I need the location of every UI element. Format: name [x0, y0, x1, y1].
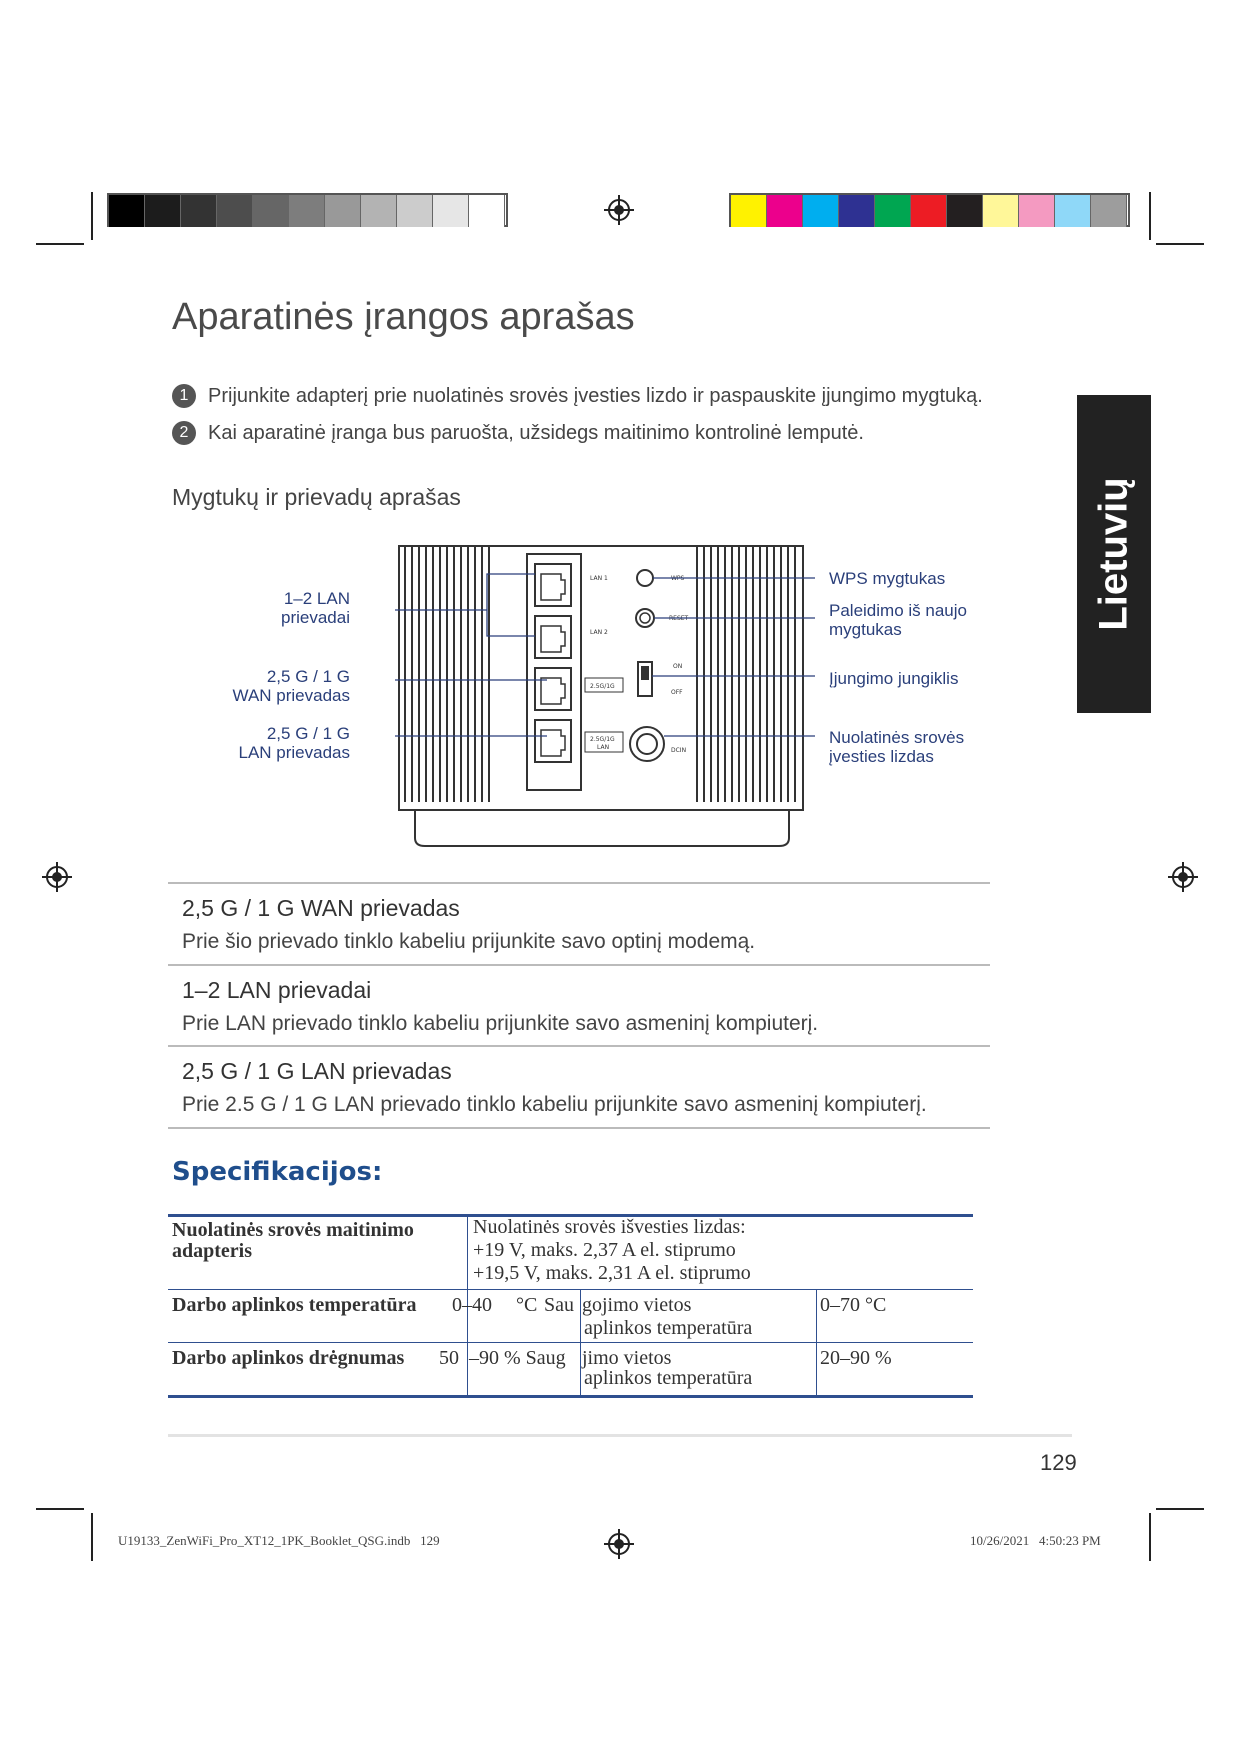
wps-button-icon	[637, 570, 653, 586]
footer-timestamp: 10/26/2021 4:50:23 PM	[970, 1533, 1101, 1548]
spec-value: –90 % Saug	[469, 1347, 566, 1369]
language-tab-label: Lietuvių	[1091, 477, 1136, 631]
color-swatch	[839, 195, 875, 227]
registration-mark-icon	[1168, 862, 1198, 892]
footer-filename: U19133_ZenWiFi_Pro_XT12_1PK_Booklet_QSG.indb 129	[118, 1533, 440, 1548]
spec-storage-label: aplinkos temperatūra	[584, 1367, 753, 1389]
description-heading: 2,5 G / 1 G WAN prievadas	[182, 895, 460, 921]
description-wan	[168, 882, 990, 964]
spec-storage-label: Sau	[544, 1294, 574, 1316]
spec-value: 50	[439, 1347, 459, 1369]
lan-tag-sub: LAN	[597, 744, 610, 751]
spec-storage-value: 0–70 °C	[820, 1294, 887, 1316]
crop-mark	[91, 1513, 93, 1561]
section-heading: Mygtukų ir prievadų aprašas	[172, 484, 461, 510]
spec-storage-label: aplinkos temperatūra	[584, 1317, 753, 1339]
device-label-lan1: LAN 1	[590, 575, 608, 582]
label-line: Nuolatinės srovės	[829, 728, 965, 747]
label-line: prievadai	[281, 608, 350, 627]
crop-mark	[36, 243, 84, 245]
spec-unit: °C	[516, 1294, 538, 1316]
label-line: WPS mygtukas	[829, 569, 946, 588]
description-heading: 2,5 G / 1 G LAN prievadas	[182, 1058, 452, 1084]
color-swatch	[433, 195, 469, 227]
label-power-switch	[829, 669, 958, 688]
device-label-dcin: DCIN	[671, 747, 687, 754]
crop-mark	[36, 1508, 84, 1510]
color-swatch	[911, 195, 947, 227]
spec-value	[473, 1216, 751, 1285]
registration-mark-icon	[604, 1529, 634, 1559]
grayscale-bar	[107, 193, 508, 227]
color-swatch	[803, 195, 839, 227]
label-line: Įjungimo jungiklis	[829, 669, 959, 688]
crop-mark	[1156, 1508, 1204, 1510]
spec-value-line: +19 V, maks. 2,37 A el. stiprumo	[473, 1239, 736, 1261]
description-text: Prie šio prievado tinklo kabeliu prijunkite savo optinį modemą.	[182, 930, 756, 953]
color-swatch	[361, 195, 397, 227]
description-text: Prie LAN prievado tinklo kabeliu prijunkite savo asmeninį kompiuterį.	[182, 1012, 819, 1035]
step-number: 2	[172, 421, 196, 445]
wan-tag: 2.5G/1G	[590, 683, 615, 690]
color-swatch	[217, 195, 253, 227]
color-swatch	[253, 195, 289, 227]
device-label-off: OFF	[671, 689, 683, 696]
step-2	[172, 421, 864, 445]
device-label-reset: RESET	[669, 615, 689, 622]
description-lan-25g	[168, 1045, 990, 1129]
crop-mark	[91, 192, 93, 240]
color-swatch	[1091, 195, 1127, 227]
spec-label: Nuolatinės srovės maitinimo adapteris	[172, 1219, 414, 1262]
label-lan-port	[200, 724, 350, 762]
crop-mark	[1149, 1513, 1151, 1561]
spec-label: Darbo aplinkos drėgnumas	[172, 1347, 405, 1369]
spec-storage-label: gojimo vietos	[582, 1294, 692, 1316]
color-swatch	[469, 195, 505, 227]
label-line: WAN prievadas	[232, 686, 350, 705]
page-title: Aparatinės įrangos aprašas	[172, 296, 635, 338]
step-text: Prijunkite adapterį prie nuolatinės srovės įvesties lizdo ir paspauskite įjungimo mygtuką.	[208, 384, 983, 407]
color-swatch	[947, 195, 983, 227]
color-swatch	[1019, 195, 1055, 227]
page-number: 129	[1040, 1450, 1077, 1475]
color-swatch	[397, 195, 433, 227]
bottom-rule	[168, 1434, 1072, 1437]
registration-mark-icon	[604, 195, 634, 225]
description-heading: 1–2 LAN prievadai	[182, 977, 372, 1003]
spec-label: Darbo aplinkos temperatūra	[172, 1294, 417, 1316]
color-swatch	[875, 195, 911, 227]
color-swatch	[109, 195, 145, 227]
label-line: LAN prievadas	[238, 743, 350, 762]
label-dc-in	[829, 728, 964, 766]
language-side-tab	[1077, 395, 1151, 713]
label-line: 2,5 G / 1 G	[266, 667, 350, 686]
lan-tag: 2.5G/1G	[590, 736, 615, 743]
description-lan	[168, 964, 990, 1046]
color-swatch	[181, 195, 217, 227]
color-swatch	[325, 195, 361, 227]
label-line: įvesties lizdas	[829, 747, 934, 766]
color-swatch	[289, 195, 325, 227]
spec-storage-value: 20–90 %	[820, 1347, 892, 1369]
crop-mark	[1149, 192, 1151, 240]
spec-value-line: Nuolatinės srovės išvesties lizdas:	[473, 1216, 746, 1238]
label-line: Paleidimo iš naujo	[829, 601, 967, 620]
label-wps	[829, 569, 945, 588]
step-1	[172, 384, 983, 408]
router-rear-panel-diagram	[395, 540, 815, 850]
color-swatch	[1055, 195, 1091, 227]
color-swatch	[767, 195, 803, 227]
spec-storage-label: jimo vietos	[582, 1347, 672, 1369]
step-text: Kai aparatinė įranga bus paruošta, užsidegs maitinimo kontrolinė lemputė.	[208, 421, 864, 444]
step-number: 1	[172, 384, 196, 408]
device-label-wps: WPS	[671, 575, 685, 582]
color-swatch	[731, 195, 767, 227]
spec-value-line: +19,5 V, maks. 2,31 A el. stiprumo	[473, 1262, 751, 1284]
description-text: Prie 2.5 G / 1 G LAN prievado tinklo kabeliu prijunkite savo asmeninį kompiuterį.	[182, 1093, 927, 1116]
specs-title: Specifikacijos:	[172, 1157, 383, 1187]
label-line: 2,5 G / 1 G	[266, 724, 350, 743]
label-line: 1–2 LAN	[283, 589, 350, 608]
device-label-on: ON	[673, 663, 683, 670]
spec-value: 0–40	[452, 1294, 492, 1316]
registration-mark-icon	[42, 862, 72, 892]
label-line: mygtukas	[829, 620, 902, 639]
label-lan-1-2	[250, 589, 350, 627]
specs-table	[168, 1214, 973, 1398]
color-swatch	[983, 195, 1019, 227]
label-reset	[829, 601, 967, 639]
label-wan-port	[200, 667, 350, 705]
color-swatch	[145, 195, 181, 227]
color-calibration-bar	[729, 193, 1130, 227]
device-label-lan2: LAN 2	[590, 629, 608, 636]
crop-mark	[1156, 243, 1204, 245]
